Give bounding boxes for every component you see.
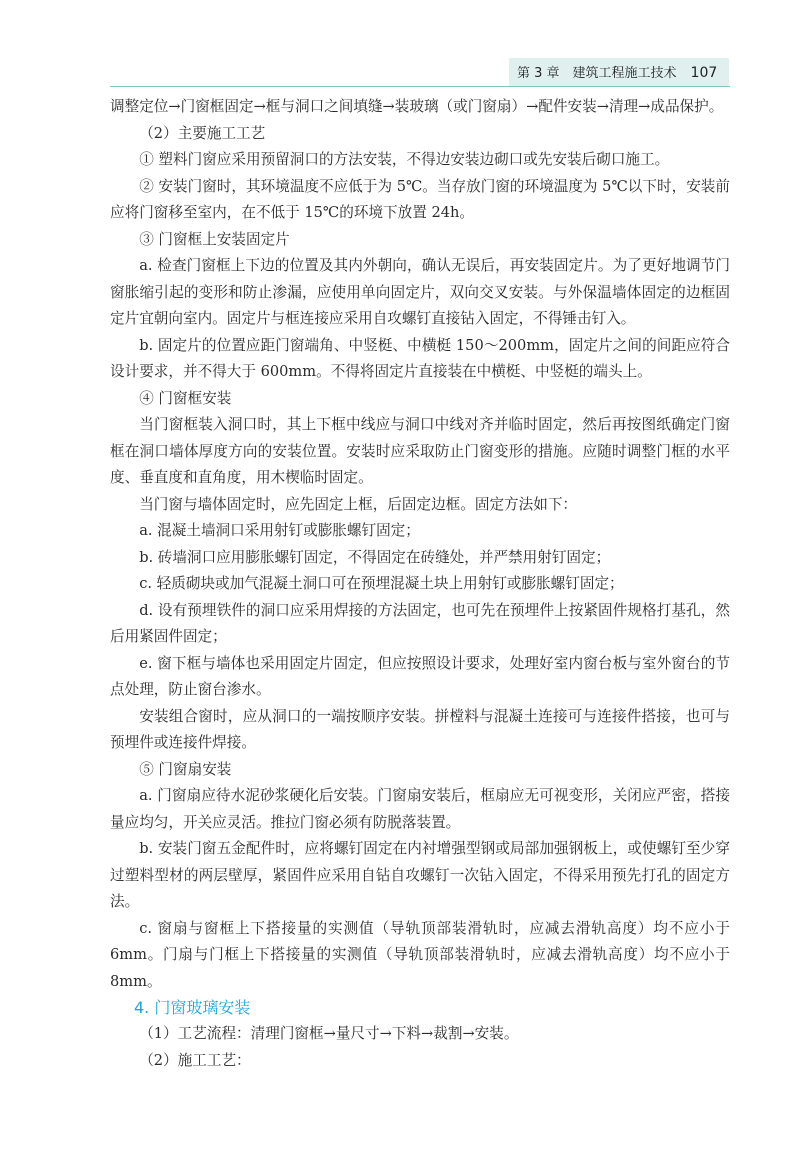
paragraph: ② 安装门窗时，其环境温度不应低于为 5℃。当存放门窗的环境温度为 5℃以下时，安装前应将门窗移至室内，在不低于 15℃的环境下放置 24h。 [110, 177, 730, 221]
section-heading: 4. 门窗玻璃安装 [134, 998, 251, 1017]
header-rule [110, 86, 730, 87]
running-header [517, 62, 717, 84]
list-item: c. 轻质砌块或加气混凝土洞口可在预埋混凝土块上用射钉或膨胀螺钉固定； [139, 575, 624, 592]
page-body [110, 94, 730, 1074]
list-item: d. 设有预埋铁件的洞口应采用焊接的方法固定，也可先在预埋件上按紧固件规格打基孔，然后用紧固件固定； [110, 601, 730, 645]
list-item: e. 窗下框与墙体也采用固定片固定，但应按照设计要求，处理好室内窗台板与室外窗台的节点处理，防止窗台渗水。 [110, 654, 730, 698]
list-item: b. 砖墙洞口应用膨胀螺钉固定，不得固定在砖缝处，并严禁用射钉固定； [139, 548, 611, 566]
subheading: （2）主要施工工艺 [139, 124, 266, 142]
chapter-title: 第 3 章 建筑工程施工技术 [517, 66, 677, 81]
paragraph: 安装组合窗时，应从洞口的一端按顺序安装。拼樘料与混凝土连接可与连接件搭接，也可与预埋件或连接件焊接。 [110, 707, 730, 751]
paragraph: 当门窗框装入洞口时，其上下框中线应与洞口中线对齐并临时固定，然后再按图纸确定门窗框在洞口墙体厚度方向的安装位置。安装时应采取防止门窗变形的措施。应随时调整门框的水平度、垂直度和直角度，用木楔临时固定。 [110, 416, 730, 486]
list-item: a. 混凝土墙洞口采用射钉或膨胀螺钉固定； [139, 522, 420, 539]
subheading: ⑤ 门窗扇安装 [139, 760, 232, 778]
subheading: （2）施工工艺： [139, 1051, 251, 1069]
list-item: b. 安装门窗五金配件时，应将螺钉固定在内衬增强型钢或局部加强钢板上，或使螺钉至少穿过塑料型材的两层壁厚，紧固件应采用自钻自攻螺钉一次钻入固定，不得采用预先打孔的固定方法。 [110, 840, 730, 910]
list-item: a. 门窗扇应待水泥砂浆硬化后安装。门窗扇安装后，框扇应无可视变形，关闭应严密，搭接量应均匀，开关应灵活。推拉门窗必须有防脱落装置。 [110, 787, 730, 831]
page-number: 107 [690, 65, 718, 81]
subheading: ④ 门窗框安装 [139, 389, 232, 407]
subheading: ③ 门窗框上安装固定片 [139, 230, 290, 248]
paragraph: a. 检查门窗框上下边的位置及其内外朝向，确认无误后，再安装固定片。为了更好地调节门窗胀缩引起的变形和防止渗漏，应使用单向固定片，双向交叉安装。与外保温墙体固定的边框固定片宜朝向室内。固定片与框连接应采用自攻螺钉直接钻入固定，不得锤击钉入。 [110, 257, 730, 327]
list-item: c. 窗扇与窗框上下搭接量的实测值（导轨顶部装滑轨时，应减去滑轨高度）均不应小于 6mm。门扇与门框上下搭接量的实测值（导轨顶部装滑轨时，应减去滑轨高度）均不应小于 8mm。 [110, 919, 730, 990]
subheading: （1）工艺流程：清理门窗框→量尺寸→下料→裁割→安装。 [139, 1025, 519, 1042]
paragraph: b. 固定片的位置应距门窗端角、中竖梃、中横梃 150～200mm，固定片之间的间距应符合设计要求，并不得大于 600mm。不得将固定片直接装在中横梃、中竖梃的端头上。 [110, 336, 730, 380]
paragraph: ① 塑料门窗应采用预留洞口的方法安装，不得边安装边砌口或先安装后砌口施工。 [139, 151, 670, 168]
paragraph: 当门窗与墙体固定时，应先固定上框，后固定边框。固定方法如下： [139, 495, 578, 513]
paragraph: 调整定位→门窗框固定→框与洞口之间填缝→装玻璃（或门窗扇）→配件安装→清理→成品保护。 [110, 98, 724, 115]
